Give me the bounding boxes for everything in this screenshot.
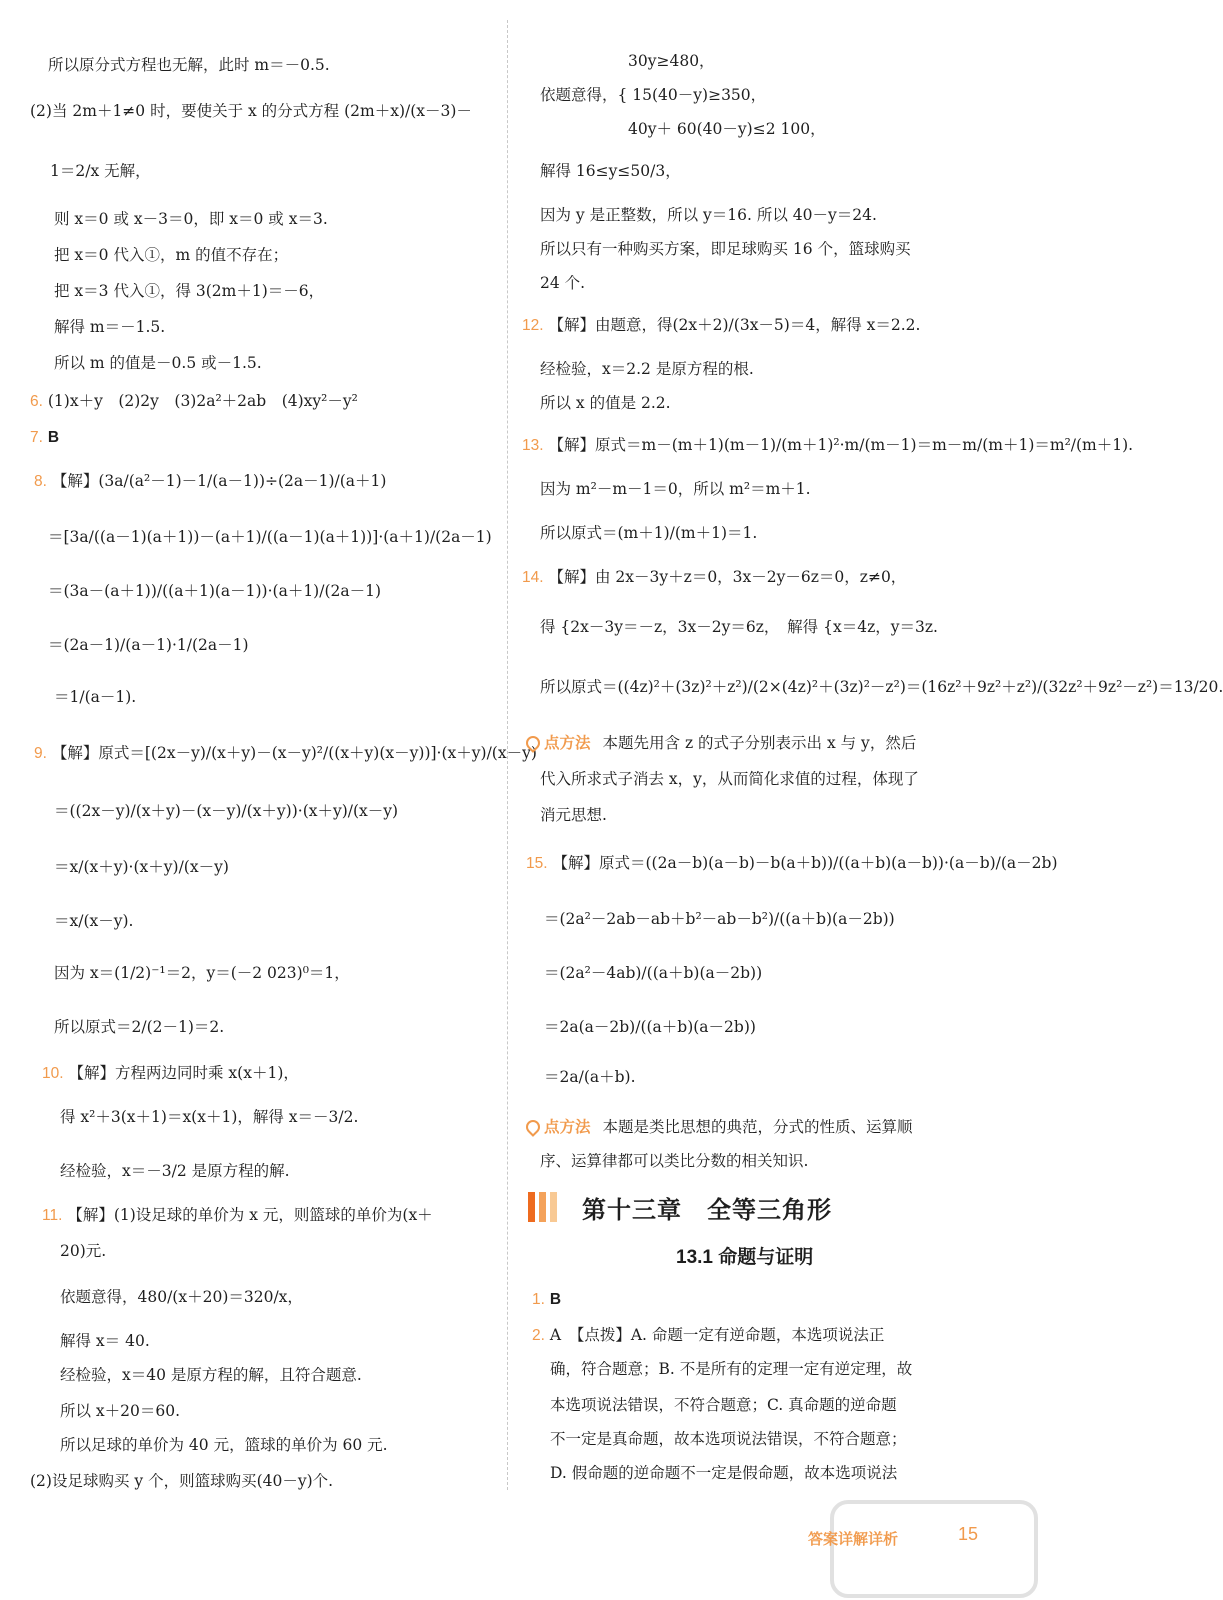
solution-line: ＝2a/(a＋b). [544, 1068, 636, 1086]
solution-line: 所以 x 的值是 2.2. [540, 394, 671, 412]
pencil-icon [523, 1117, 543, 1137]
section-title: 13.1 命题与证明 [676, 1247, 814, 1268]
solution-line: 本选项说法错误，不符合题意；C. 真命题的逆命题 [550, 1396, 897, 1414]
solution-line: 所以原式＝((4z)²＋(3z)²＋z²)/(2×(4z)²＋(3z)²－z²)＝(16z²＋9z²＋z²)/(32z²＋9z²－z²)＝13/20. [540, 678, 1223, 696]
solution-line: ＝((2x－y)/(x＋y)－(x－y)/(x＋y))·(x＋y)/(x－y) [54, 802, 399, 820]
text-line: 则 x＝0 或 x－3＝0，即 x＝0 或 x＝3. [54, 210, 328, 228]
solution-line: 因为 x＝(1/2)⁻¹＝2，y＝(－2 023)⁰＝1， [54, 964, 350, 982]
solution-line: 因为 m²－m－1＝0，所以 m²＝m＋1. [540, 480, 811, 498]
solution-line: 依题意得，480/(x＋20)＝320/x， [60, 1288, 303, 1306]
question-number: 11. [42, 1207, 63, 1224]
tip-text: 序、运算律都可以类比分数的相关知识. [540, 1152, 809, 1170]
answer-text: B [549, 1291, 562, 1308]
marker-bar [550, 1192, 557, 1222]
tip-label: 点方法 [544, 735, 591, 752]
solution-line: A 【点拨】A. 命题一定有逆命题，本选项说法正 [549, 1326, 885, 1344]
solution-line: 【解】原式＝[(2x－y)/(x＋y)－(x－y)²/((x＋y)(x－y))]·(x＋y)/(x－y) [51, 744, 537, 762]
text-line: 依题意得，{ 15(40－y)≥350， [540, 86, 767, 104]
solution-line: 所以足球的单价为 40 元，篮球的单价为 60 元. [60, 1436, 388, 1454]
answer-text: (1)x＋y (2)2y (3)2a²＋2ab (4)xy²－y² [47, 392, 358, 410]
chapter-title: 第十三章 全等三角形 [582, 1197, 832, 1224]
tip-label: 点方法 [544, 1119, 591, 1136]
text-line: 所以 m 的值是－0.5 或－1.5. [54, 354, 262, 372]
chapter-marker [528, 1192, 561, 1226]
question-15 [526, 852, 1058, 875]
marker-bar [539, 1192, 546, 1222]
solution-line: 【解】方程两边同时乘 x(x＋1)， [68, 1064, 299, 1082]
solution-line: ＝(2a－1)/(a－1)·1/(2a－1) [48, 636, 249, 654]
solution-line: 【解】由 2x－3y＋z＝0，3x－2y－6z＝0，z≠0， [548, 568, 907, 586]
solution-line: 【解】由题意，得(2x＋2)/(3x－5)＝4，解得 x＝2.2. [548, 316, 921, 334]
text-line: 24 个. [540, 274, 586, 292]
text-line: (2)当 2m＋1≠0 时，要使关于 x 的分式方程 (2m＋x)/(x－3)－ [30, 102, 472, 120]
solution-line: ＝2a(a－2b)/((a＋b)(a－2b)) [544, 1018, 756, 1036]
question-number: 13. [522, 437, 544, 454]
text-line: 解得 m＝－1.5. [54, 318, 166, 336]
answer-text: B [47, 429, 60, 446]
question-number: 15. [526, 855, 548, 872]
question-number: 2. [532, 1327, 545, 1344]
solution-line: 得 {2x－3y＝－z，3x－2y＝6z， 解得 {x＝4z，y＝3z. [540, 618, 938, 636]
solution-line: ＝(2a²－2ab－ab＋b²－ab－b²)/((a＋b)(a－2b)) [544, 910, 895, 928]
solution-line: ＝(3a－(a＋1))/((a＋1)(a－1))·(a＋1)/(2a－1) [48, 582, 382, 600]
solution-line: 确，符合题意；B. 不是所有的定理一定有逆定理，故 [550, 1360, 913, 1378]
tip-block [526, 732, 916, 755]
question-number: 9. [34, 745, 47, 762]
question-number: 14. [522, 569, 544, 586]
solution-line: 解得 x＝ 40. [60, 1332, 150, 1350]
solution-line: 所以原式＝2/(2－1)＝2. [54, 1018, 225, 1036]
tip-text: 代入所求式子消去 x，y，从而简化求值的过程，体现了 [540, 770, 919, 788]
solution-line: 经检验，x＝－3/2 是原方程的解. [60, 1162, 290, 1180]
text-line: 把 x＝3 代入①，得 3(2m＋1)＝－6， [54, 282, 325, 300]
text-line: 1＝2/x 无解， [50, 162, 151, 180]
solution-line: 【解】原式＝m－(m＋1)(m－1)/(m＋1)²·m/(m－1)＝m－m/(m＋1)＝m²/(m＋1). [548, 436, 1134, 454]
solution-line: ＝1/(a－1). [54, 688, 137, 706]
text-line: 40y＋ 60(40－y)≤2 100， [628, 120, 826, 138]
question-7 [30, 426, 59, 449]
question-13 [522, 434, 1133, 457]
solution-line: 所以 x＋20＝60. [60, 1402, 181, 1420]
text-line: 因为 y 是正整数，所以 y＝16. 所以 40－y＝24. [540, 206, 877, 224]
solution-line: ＝x/(x－y). [54, 912, 134, 930]
pencil-icon [523, 733, 543, 753]
page-number: 15 [958, 1524, 979, 1544]
question-number: 8. [34, 473, 47, 490]
text-line: 30y≥480， [628, 52, 715, 70]
solution-line: ＝[3a/((a－1)(a＋1))－(a＋1)/((a－1)(a＋1))]·(a＋1)/(2a－1) [48, 528, 492, 546]
marker-bar [528, 1192, 535, 1222]
question-number: 7. [30, 429, 43, 446]
solution-line: 不一定是真命题，故本选项说法错误，不符合题意； [550, 1430, 907, 1448]
question-11 [42, 1204, 433, 1227]
solution-line: 【解】(3a/(a²－1)－1/(a－1))÷(2a－1)/(a＋1) [51, 472, 387, 490]
question-9 [34, 742, 537, 765]
solution-line: 【解】(1)设足球的单价为 x 元，则篮球的单价为(x＋ [67, 1206, 433, 1224]
watermark-logo [830, 1500, 1038, 1598]
tip-text: 消元思想. [540, 806, 607, 824]
question-12 [522, 314, 920, 337]
question-14 [522, 566, 906, 589]
solution-line: 所以原式＝(m＋1)/(m＋1)＝1. [540, 524, 758, 542]
solution-line: 【解】原式＝((2a－b)(a－b)－b(a＋b))/((a＋b)(a－b))·(a－b)/(a－2b) [552, 854, 1058, 872]
question-8 [34, 470, 386, 493]
text-line: 解得 16≤y≤50/3， [540, 162, 681, 180]
question-number: 10. [42, 1065, 64, 1082]
solution-line: ＝(2a²－4ab)/((a＋b)(a－2b)) [544, 964, 763, 982]
text-line: 所以原分式方程也无解，此时 m＝－0.5. [48, 56, 330, 74]
solution-line: (2)设足球购买 y 个，则篮球购买(40－y)个. [30, 1472, 334, 1490]
tip-block [526, 1116, 913, 1139]
question-number: 12. [522, 317, 544, 334]
question-number: 6. [30, 393, 43, 410]
question-number: 1. [532, 1291, 545, 1308]
question-10 [42, 1062, 299, 1085]
solution-line: D. 假命题的逆命题不一定是假命题，故本选项说法 [550, 1464, 898, 1482]
solution-line: 20)元. [60, 1242, 107, 1260]
section-question-2 [532, 1324, 884, 1347]
solution-line: 经检验，x＝2.2 是原方程的根. [540, 360, 754, 378]
tip-text: 本题先用含 z 的式子分别表示出 x 与 y，然后 [602, 734, 917, 752]
section-question-1 [532, 1288, 561, 1311]
text-line: 所以只有一种购买方案，即足球购买 16 个，篮球购买 [540, 240, 911, 258]
text-line: 把 x＝0 代入①，m 的值不存在； [54, 246, 289, 264]
footer-label: 答案详解详析 [808, 1531, 899, 1548]
solution-line: 得 x²＋3(x＋1)＝x(x＋1)，解得 x＝－3/2. [60, 1108, 359, 1126]
tip-text: 本题是类比思想的典范，分式的性质、运算顺 [602, 1118, 913, 1136]
solution-line: ＝x/(x＋y)·(x＋y)/(x－y) [54, 858, 229, 876]
question-6 [30, 390, 358, 413]
solution-line: 经检验，x＝40 是原方程的解，且符合题意. [60, 1366, 362, 1384]
